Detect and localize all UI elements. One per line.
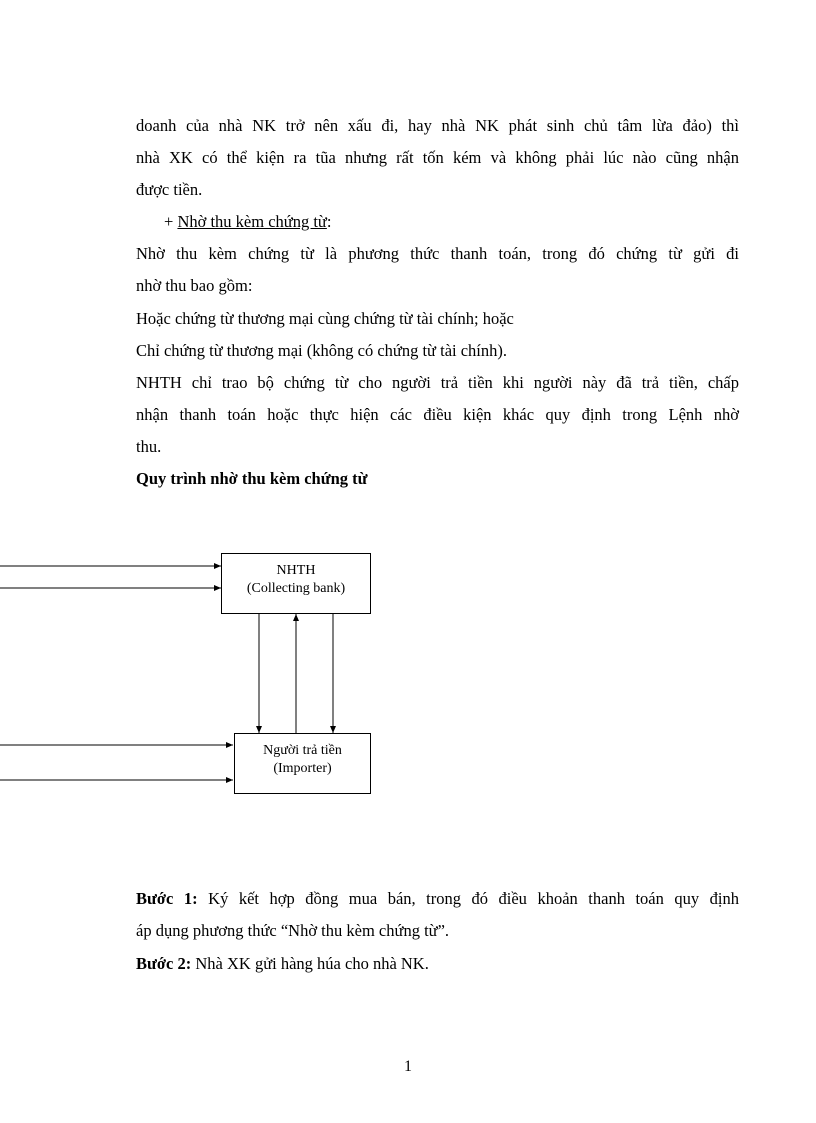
body-text-line: nhà XK có thể kiện ra tũa nhưng rất tốn kém và không phải lúc nào cũng nhận [136, 148, 739, 167]
importer-sub: (Importer) [273, 761, 332, 776]
body-text-line: doanh của nhà NK trở nên xấu đi, hay nhà NK phát sinh chủ tâm lừa đảo) thì [136, 116, 739, 135]
step-1-line: áp dụng phương thức “Nhờ thu kèm chứng từ”. [136, 921, 450, 940]
body-text-line: nhận thanh toán hoặc thực hiện các điều kiện khác quy định trong Lệnh nhờ [136, 405, 739, 424]
importer-name: Người trả tiền [263, 743, 342, 758]
page-number: 1 [404, 1058, 412, 1075]
importer-box [234, 733, 371, 794]
step-1-line: Bước 1: Ký kết hợp đồng mua bán, trong đó điều khoản thanh toán quy định [136, 889, 739, 908]
step-1-label: Bước 1: [136, 889, 198, 908]
collecting-bank-box [221, 553, 371, 614]
body-text-line: nhờ thu bao gồm: [136, 276, 253, 295]
body-text-line: được tiền. [136, 180, 203, 199]
step-2-label: Bước 2: [136, 954, 192, 973]
body-text-line: Hoặc chứng từ thương mại cùng chứng từ tài chính; hoặc [136, 309, 514, 328]
collecting-bank-sub: (Collecting bank) [246, 581, 346, 596]
body-text-line: thu. [136, 437, 162, 456]
body-text-line: Chỉ chứng từ thương mại (không có chứng từ tài chính). [136, 341, 508, 360]
collecting-bank-name: NHTH [276, 563, 316, 578]
step-2-line: Bước 2: Nhà XK gửi hàng húa cho nhà NK. [136, 954, 429, 973]
section-title: + Nhờ thu kèm chứng từ: [164, 212, 332, 231]
section-title-text: Nhờ thu kèm chứng từ [177, 212, 327, 231]
body-text-line: Nhờ thu kèm chứng từ là phương thức thanh toán, trong đó chứng từ gửi đi [136, 244, 739, 263]
body-text-line: NHTH chỉ trao bộ chứng từ cho người trả tiền khi người này đã trả tiền, chấp [136, 373, 739, 392]
process-heading: Quy trình nhờ thu kèm chứng từ [136, 469, 368, 488]
